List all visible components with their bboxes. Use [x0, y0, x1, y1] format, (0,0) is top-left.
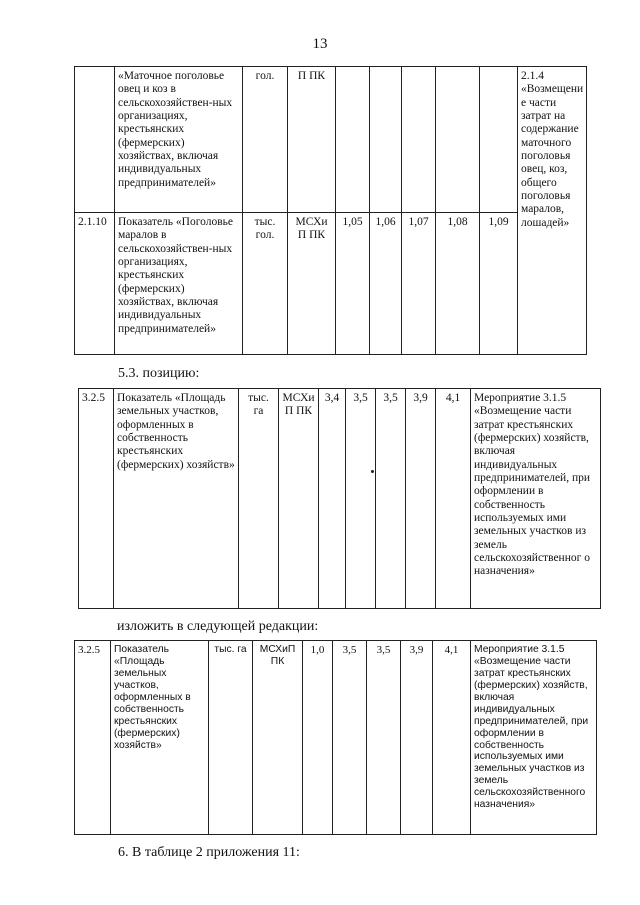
value-cell: 1,09	[480, 213, 518, 355]
value-cell: 1,08	[436, 213, 480, 355]
value-cell	[480, 67, 518, 213]
value-cell: 1,06	[370, 213, 402, 355]
value-cell: 3,9	[406, 389, 436, 609]
value-cell: 3,9	[401, 641, 433, 835]
indicator-name: «Маточное поголовье овец и коз в сельскохозяйствен-ных организациях, крестьянских (фермерских) хозяйствах, включая индивидуальных предпринимателей»	[115, 67, 243, 213]
row-code: 3.2.5	[75, 641, 111, 835]
value-cell: 3,4	[319, 389, 346, 609]
measure-description: Мероприятие 3.1.5 «Возмещение части затрат крестьянских (фермерских) хозяйств, включая индивидуальных предпринимателей, при оформлении в собственность используемых ими земельных участков из земель сельскохозяйственного назначения»	[471, 641, 597, 835]
section-5-3-heading: 5.3. позицию:	[118, 366, 200, 381]
redaction-heading: изложить в следующей редакции:	[117, 619, 319, 634]
row-code: 3.2.5	[79, 389, 114, 609]
unit: тыс. га	[239, 389, 279, 609]
value-cell: 3,5	[346, 389, 376, 609]
indicators-table-continued	[74, 66, 587, 355]
measure-description: 2.1.4 «Возмещени е части затрат на содержание маточного поголовья овец, коз, общего поголовья маралов, лошадей»	[518, 67, 587, 355]
unit: тыс. гол.	[243, 213, 288, 355]
executor: МСХи П ПК	[279, 389, 319, 609]
indicator-name: Показатель «Площадь земельных участков, оформленных в собственность крестьянских (фермерских) хозяйств»	[111, 641, 209, 835]
value-cell: 1,07	[402, 213, 436, 355]
value-cell: 1,0	[303, 641, 333, 835]
table-row	[79, 389, 601, 609]
value-cell	[402, 67, 436, 213]
row-code	[75, 67, 115, 213]
value-cell: 3,5	[333, 641, 367, 835]
table-row	[75, 67, 587, 213]
value-cell: 3,5	[376, 389, 406, 609]
row-code: 2.1.10	[75, 213, 115, 355]
value-cell	[336, 67, 370, 213]
unit: тыс. га	[209, 641, 253, 835]
value-cell	[370, 67, 402, 213]
indicator-name: Показатель «Площадь земельных участков, оформленных в собственность крестьянских (фермерских) хозяйств»	[114, 389, 239, 609]
stray-dot	[371, 470, 374, 473]
executor: МСХи П ПК	[288, 213, 336, 355]
indicator-name: Показатель «Поголовье маралов в сельскохозяйствен-ных организациях, крестьянских (фермерских) хозяйствах, включая индивидуальных предпринимателей»	[115, 213, 243, 355]
value-cell	[436, 67, 480, 213]
executor: МСХиП ПК	[253, 641, 303, 835]
value-cell: 4,1	[433, 641, 471, 835]
table-row	[75, 641, 597, 835]
value-cell: 4,1	[436, 389, 471, 609]
unit: гол.	[243, 67, 288, 213]
executor: П ПК	[288, 67, 336, 213]
old-position-table	[78, 388, 601, 609]
page-number: 13	[312, 36, 328, 52]
table-row	[75, 213, 587, 355]
value-cell: 1,05	[336, 213, 370, 355]
value-cell: 3,5	[367, 641, 401, 835]
new-redaction-table	[74, 640, 597, 835]
section-6-heading: 6. В таблице 2 приложения 11:	[118, 845, 300, 860]
measure-description: Мероприятие 3.1.5 «Возмещение части затрат крестьянских (фермерских) хозяйств, включая индивидуальных предпринимателей, при оформлении в собственность используемых ими земельных участков из земель сельскохозяйственног о назначения»	[471, 389, 601, 609]
